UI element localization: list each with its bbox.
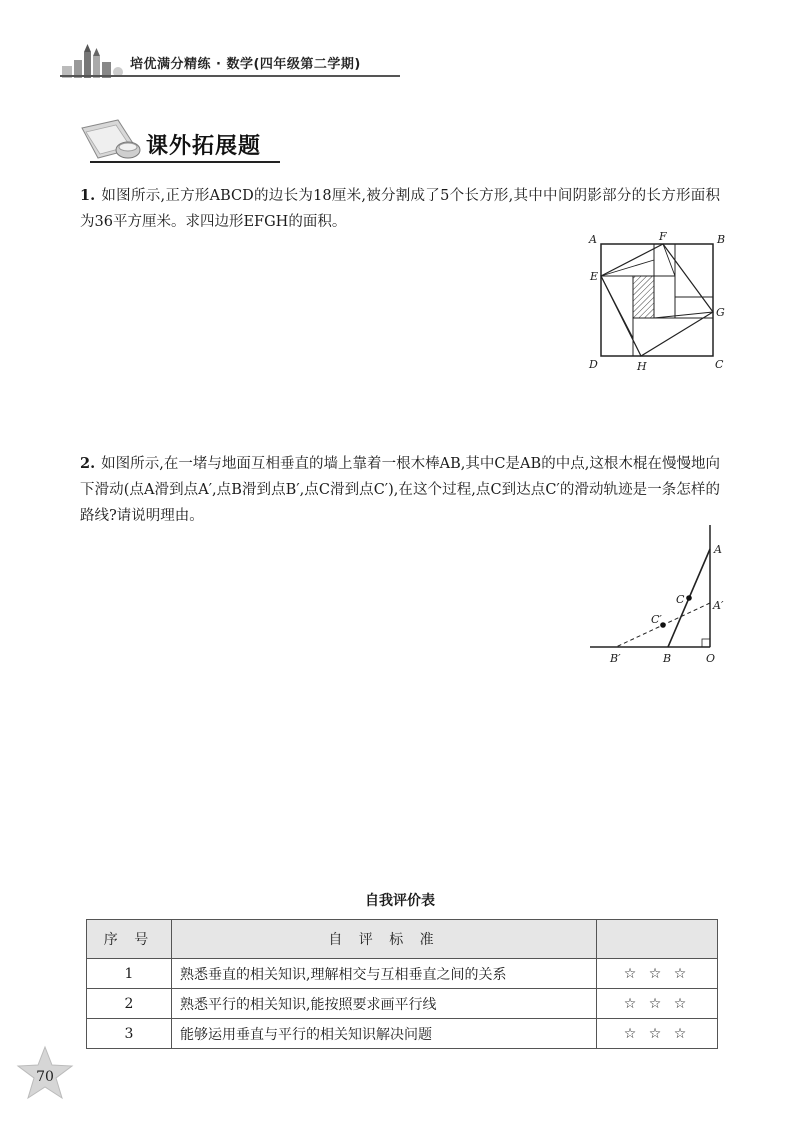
- row-criterion: 能够运用垂直与平行的相关知识解决问题: [172, 1019, 597, 1049]
- row-criterion: 熟悉垂直的相关知识,理解相交与互相垂直之间的关系: [172, 959, 597, 989]
- problem-number: 1.: [80, 187, 96, 204]
- label-A: A: [714, 543, 722, 556]
- label-C-prime: C′: [651, 613, 662, 626]
- row-number: 2: [87, 989, 172, 1019]
- header-criterion: 自 评 标 准: [172, 920, 597, 959]
- table-header-row: [87, 920, 718, 959]
- section-title: 课外拓展题: [146, 134, 262, 159]
- label-G: G: [716, 306, 725, 319]
- label-D: D: [589, 358, 598, 371]
- label-C: C: [715, 358, 724, 371]
- problem-2: [80, 451, 720, 529]
- label-B: B: [663, 652, 672, 665]
- label-C: C: [676, 593, 685, 606]
- header-rating: [597, 920, 718, 959]
- table-row: [87, 1019, 718, 1049]
- row-criterion: 熟悉平行的相关知识,能按照要求画平行线: [172, 989, 597, 1019]
- problem-number: 2.: [80, 455, 96, 472]
- row-stars[interactable]: ☆ ☆ ☆: [597, 959, 718, 989]
- label-B-prime: B′: [610, 652, 621, 665]
- label-F: F: [659, 230, 667, 243]
- section-icon: [78, 118, 148, 164]
- problem-1: [80, 183, 720, 235]
- header-title: 培优满分精练 · 数学(四年级第二学期): [130, 57, 361, 72]
- row-number: 3: [87, 1019, 172, 1049]
- section-rule: [90, 161, 280, 163]
- row-stars[interactable]: ☆ ☆ ☆: [597, 989, 718, 1019]
- header-rule: [60, 75, 400, 77]
- self-evaluation-table: [86, 919, 718, 1049]
- page-number-star: [15, 1045, 75, 1105]
- row-stars[interactable]: ☆ ☆ ☆: [597, 1019, 718, 1049]
- figure-square-abcd: [585, 230, 735, 375]
- problem-text: 如图所示,正方形ABCD的边长为18厘米,被分割成了5个长方形,其中中间阴影部分的长方形面积为36平方厘米。求四边形EFGH的面积。: [80, 188, 720, 230]
- label-B: B: [717, 233, 726, 246]
- label-O: O: [706, 652, 716, 665]
- problem-text: 如图所示,在一堵与地面互相垂直的墙上靠着一根木棒AB,其中C是AB的中点,这根木棍在慢慢地向下滑动(点A滑到点A′,点B滑到点B′,点C滑到点C′),在这个过程,点C到达点C′的滑动轨迹是一条怎样的路线?请说明理由。: [80, 456, 720, 524]
- row-number: 1: [87, 959, 172, 989]
- header-number: 序 号: [87, 920, 172, 959]
- table-row: [87, 989, 718, 1019]
- label-E: E: [590, 270, 599, 283]
- table-row: [87, 959, 718, 989]
- label-A-prime: A′: [713, 599, 724, 612]
- figure-sliding-stick: [588, 525, 738, 670]
- page-number: 70: [36, 1069, 54, 1085]
- label-A: A: [589, 233, 597, 246]
- label-H: H: [637, 360, 647, 373]
- table-caption: 自我评价表: [365, 893, 435, 909]
